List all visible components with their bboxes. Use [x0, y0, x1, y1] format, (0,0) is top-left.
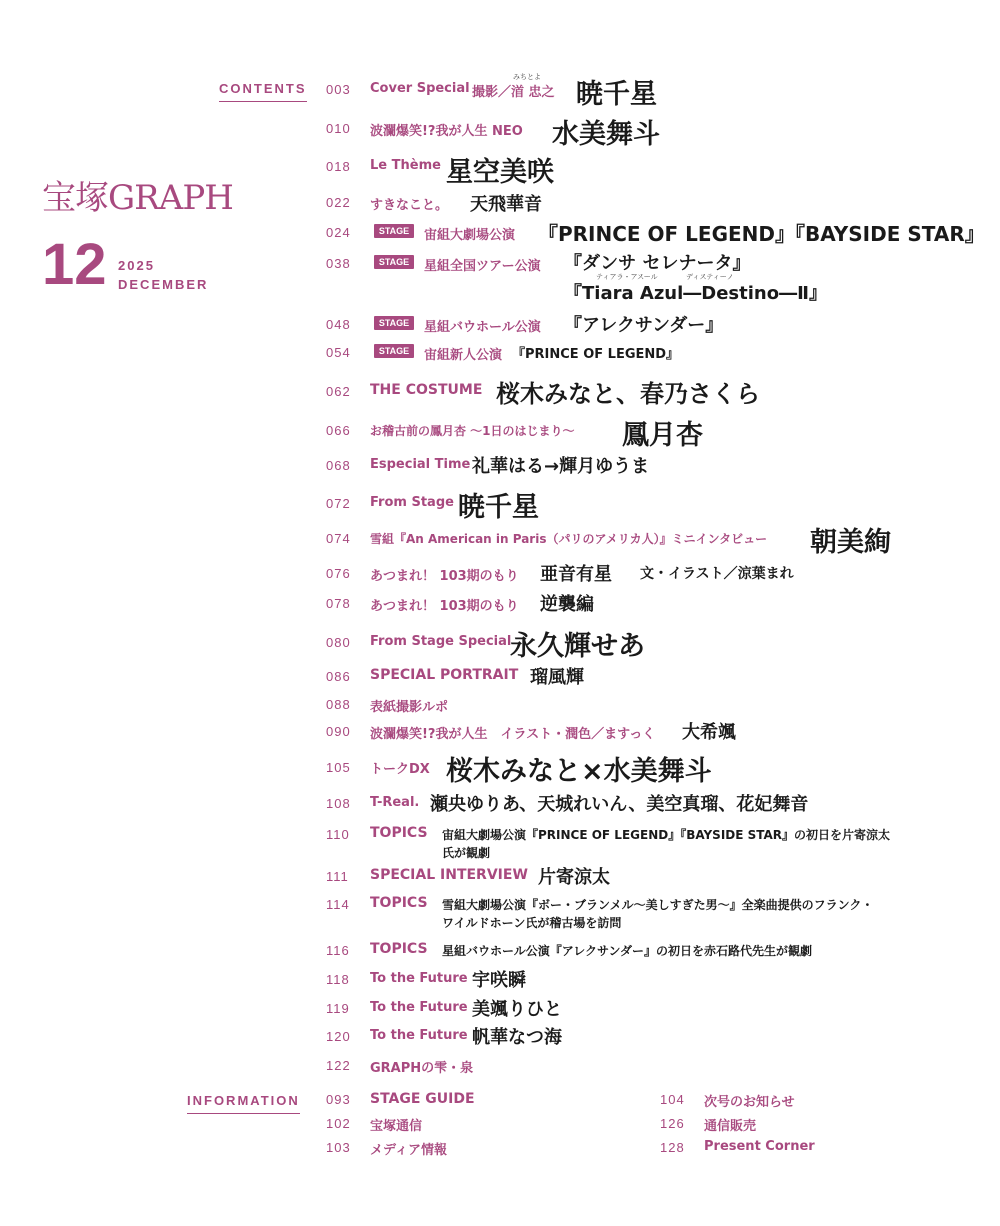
item-title: 帆華なつ海 [472, 1027, 562, 1048]
contents-heading: CONTENTS [219, 81, 307, 96]
item-title: 星空美咲 [446, 157, 554, 188]
ruby-text: ディスティーノ [686, 273, 734, 281]
page-number: 024 [326, 225, 351, 240]
page-number: 054 [326, 345, 351, 360]
item-title: 天飛華音 [470, 194, 542, 215]
category-label: T-Real. [370, 795, 420, 810]
category-label: 星組全国ツアー公演 [424, 259, 541, 274]
page-number: 066 [326, 423, 351, 438]
stage-badge: STAGE [374, 316, 414, 330]
item-title: 朝美絢 [810, 527, 891, 558]
page-number: 018 [326, 159, 351, 174]
item-title: 片寄涼太 [538, 867, 610, 888]
magazine-logo: 宝塚GRAPH [42, 178, 233, 218]
info-item-label: 宝塚通信 [370, 1119, 423, 1134]
item-title: 水美舞斗 [552, 119, 660, 150]
page-number: 086 [326, 669, 351, 684]
item-title: 『PRINCE OF LEGEND』 [512, 347, 680, 362]
category-label: TOPICS [370, 895, 428, 911]
item-title-line2: ワイルドホーン氏が稽古場を訪問 [442, 916, 622, 930]
page-number: 116 [326, 943, 350, 958]
page-number: 111 [326, 869, 349, 884]
page-number: 126 [660, 1116, 685, 1131]
page-number: 074 [326, 531, 351, 546]
item-title: 『ダンサ セレナータ』 [564, 253, 751, 274]
info-item-label: 通信販売 [704, 1119, 757, 1134]
item-title: 宇咲瞬 [472, 970, 526, 991]
page-number: 108 [326, 796, 351, 811]
stage-badge: STAGE [374, 224, 414, 238]
category-label: To the Future [370, 1028, 468, 1043]
category-label: THE COSTUME [370, 382, 483, 398]
item-title: 星組バウホール公演『アレクサンダー』の初日を赤石路代先生が観劇 [442, 944, 812, 958]
page-number: 103 [326, 1140, 351, 1155]
item-title: 大希颯 [682, 722, 736, 743]
page-number: 110 [326, 827, 350, 842]
stage-badge: STAGE [374, 344, 414, 358]
page-number: 078 [326, 596, 351, 611]
info-item-label: Present Corner [704, 1139, 815, 1154]
item-title: 桜木みなと×水美舞斗 [446, 756, 712, 787]
category-label: 表紙撮影ルポ [370, 700, 449, 715]
item-title: 美颯りひと [472, 999, 562, 1020]
item-title: 鳳月杏 [622, 420, 703, 451]
page-number: 119 [326, 1001, 350, 1016]
item-title: 瑠風輝 [530, 667, 584, 688]
category-label: 星組バウホール公演 [424, 320, 541, 335]
category-label: 宙組新人公演 [424, 348, 503, 363]
page-number: 062 [326, 384, 351, 399]
category-label: あつまれ！ 103期のもり [370, 599, 519, 614]
ruby-text: ティアラ・アスール [596, 273, 658, 281]
info-item-label: STAGE GUIDE [370, 1091, 475, 1107]
category-label: Especial Time [370, 457, 471, 472]
category-label: トークDX [370, 762, 430, 777]
issue-month: DECEMBER [118, 277, 209, 292]
credit-text: 文・イラスト／涼葉まれ [640, 566, 794, 582]
page-number: 128 [660, 1140, 685, 1155]
page-number: 104 [660, 1092, 685, 1107]
info-item-label: メディア情報 [370, 1143, 447, 1158]
page-number: 080 [326, 635, 351, 650]
category-label: 宙組大劇場公演 [424, 228, 516, 243]
item-title: 瀬央ゆりあ、天城れいん、美空真瑠、花妃舞音 [430, 794, 809, 815]
item-title-line2: 氏が観劇 [442, 846, 491, 860]
category-label: TOPICS [370, 941, 428, 957]
category-label: To the Future [370, 971, 468, 986]
page-number: 010 [326, 121, 351, 136]
item-title: 雪組大劇場公演『ボー・ブランメル～美しすぎた男～』全楽曲提供のフランク・ [442, 898, 874, 912]
category-label: From Stage Special [370, 634, 512, 649]
category-label: 雪組『An American in Paris（パリのアメリカ人）』ミニインタビュー [370, 532, 768, 546]
category-label: To the Future [370, 1000, 468, 1015]
category-label: お稽古前の鳳月杏 ～1日のはじまり～ [370, 424, 575, 438]
ruby-text: みちとよ [513, 73, 541, 81]
page-number: 120 [326, 1029, 351, 1044]
category-label: 波瀾爆笑!?我が人生 NEO [370, 124, 523, 139]
page-number: 003 [326, 82, 351, 97]
page-number: 088 [326, 697, 351, 712]
item-title-line2: 『Tiara Azul―Destino―Ⅱ』 [564, 283, 827, 304]
page-number: 038 [326, 256, 351, 271]
category-label: From Stage [370, 495, 454, 510]
item-title: 『アレクサンダー』 [564, 315, 724, 336]
item-title: 礼華はる→輝月ゆうま [472, 456, 650, 477]
credit-text: 撮影／渞 忠之 [472, 85, 555, 100]
page-number: 090 [326, 724, 351, 739]
page-number: 093 [326, 1092, 351, 1107]
item-title: 宙組大劇場公演『PRINCE OF LEGEND』『BAYSIDE STAR』の初日を片寄涼太 [442, 828, 891, 842]
category-label: Cover Special [370, 81, 470, 96]
category-label: あつまれ！ 103期のもり [370, 569, 519, 584]
issue-year: 2025 [118, 258, 155, 273]
page-number: 076 [326, 566, 351, 581]
item-title: 『PRINCE OF LEGEND』『BAYSIDE STAR』 [538, 222, 985, 246]
category-label: 波瀾爆笑!?我が人生 イラスト・潤色／ますっく [370, 727, 656, 742]
category-label: SPECIAL PORTRAIT [370, 667, 519, 683]
page-number: 105 [326, 760, 351, 775]
info-item-label: 次号のお知らせ [704, 1095, 795, 1110]
page-number: 048 [326, 317, 351, 332]
page-number: 102 [326, 1116, 351, 1131]
information-heading: INFORMATION [187, 1093, 300, 1108]
page-number: 122 [326, 1058, 351, 1073]
item-title: 永久輝せあ [510, 631, 645, 662]
category-label: SPECIAL INTERVIEW [370, 867, 528, 883]
category-label: Le Thème [370, 158, 441, 173]
page-number: 022 [326, 195, 351, 210]
page-number: 118 [326, 972, 350, 987]
page-number: 114 [326, 897, 350, 912]
page-number: 068 [326, 458, 351, 473]
item-title: 暁千星 [458, 492, 539, 523]
item-title: 亜音有星 [540, 564, 612, 585]
page-number: 072 [326, 496, 351, 511]
item-title: 暁千星 [576, 79, 657, 110]
stage-badge: STAGE [374, 255, 414, 269]
item-title: 逆襲編 [540, 594, 594, 615]
issue-number: 12 [42, 232, 107, 297]
category-label: GRAPHの雫・泉 [370, 1061, 474, 1076]
item-title: 桜木みなと、春乃さくら [496, 380, 760, 408]
category-label: すきなこと。 [370, 198, 449, 213]
category-label: TOPICS [370, 825, 428, 841]
